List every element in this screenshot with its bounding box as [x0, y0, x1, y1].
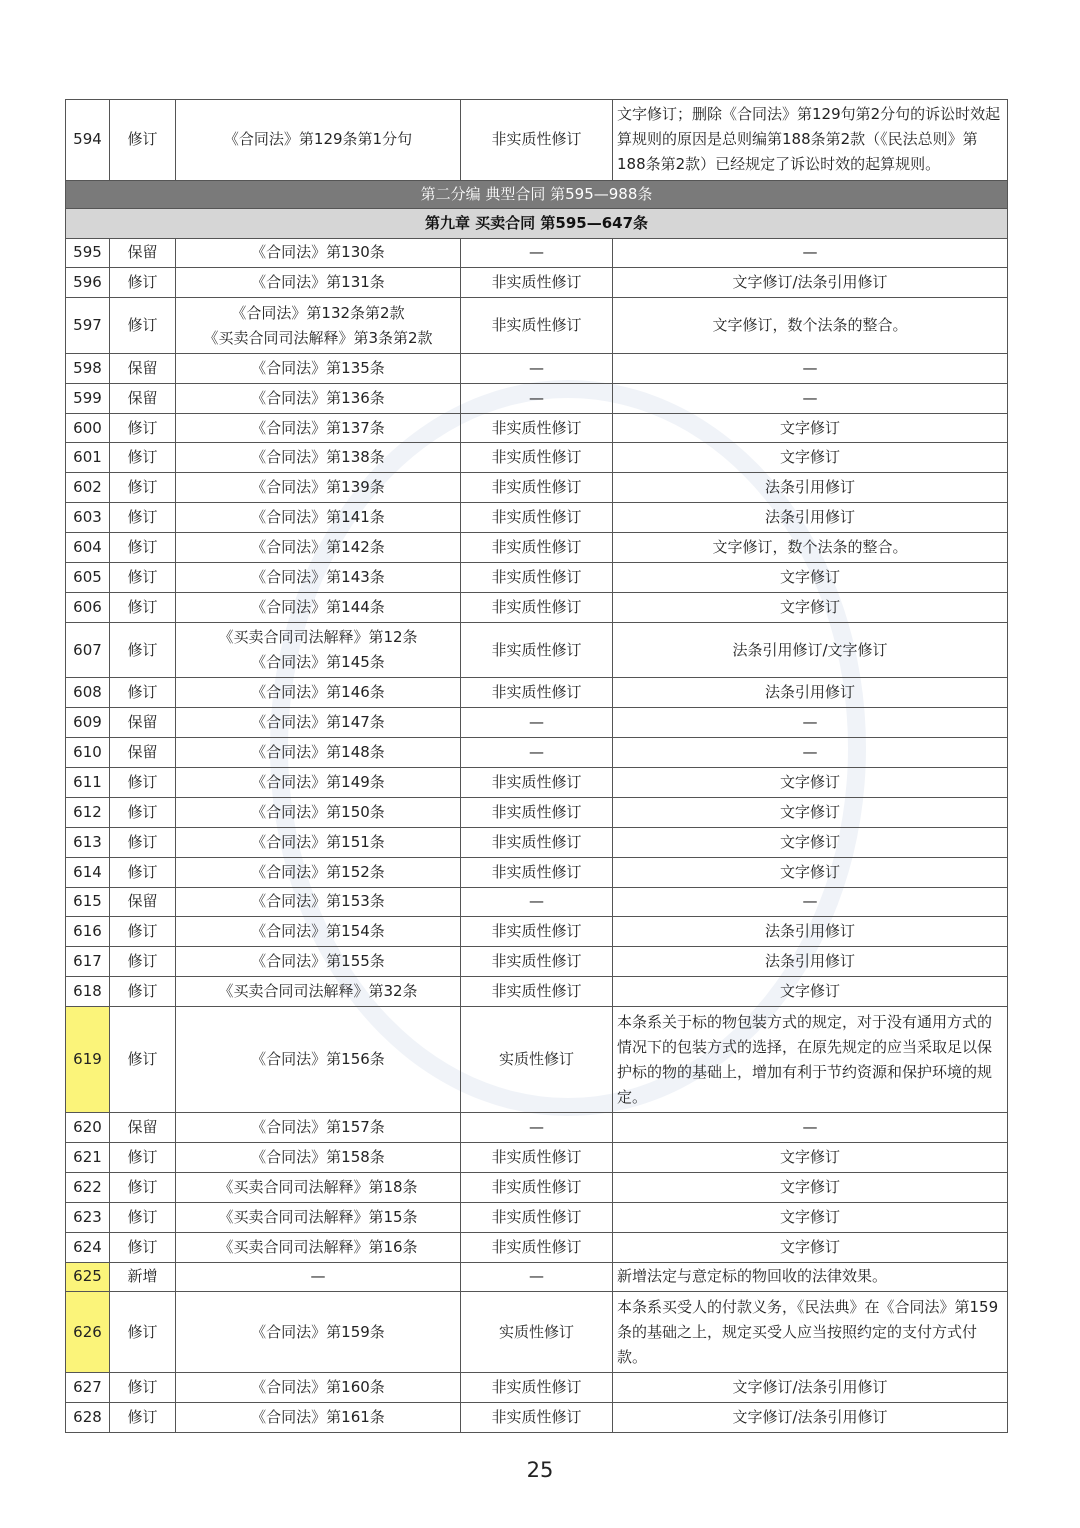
revision-nature: —	[461, 238, 613, 268]
source-provision	[176, 738, 461, 768]
revision-nature: 非实质性修订	[461, 533, 613, 563]
revision-nature: —	[461, 1262, 613, 1292]
table-row	[66, 1142, 1008, 1172]
source-provision	[176, 1292, 461, 1373]
article-number: 610	[66, 738, 110, 768]
table-row	[66, 827, 1008, 857]
change-type: 新增	[110, 1262, 176, 1292]
source-line: 《合同法》第137条	[251, 418, 385, 437]
revision-note: —	[613, 383, 1008, 413]
change-type: 修订	[110, 797, 176, 827]
article-number: 594	[66, 100, 110, 181]
table-row	[66, 1372, 1008, 1402]
revision-nature: 非实质性修订	[461, 797, 613, 827]
source-provision	[176, 1142, 461, 1172]
revision-nature: 非实质性修订	[461, 767, 613, 797]
revision-nature: 非实质性修订	[461, 592, 613, 622]
table-row	[66, 797, 1008, 827]
revision-note: 文字修订	[613, 1172, 1008, 1202]
source-provision	[176, 413, 461, 443]
table-row	[66, 413, 1008, 443]
source-line: 《合同法》第149条	[251, 772, 385, 791]
source-provision: 《合同法》第129条第1分句	[176, 100, 461, 181]
table-row	[66, 917, 1008, 947]
change-type: 保留	[110, 383, 176, 413]
change-type: 修订	[110, 1202, 176, 1232]
change-type: 修订	[110, 767, 176, 797]
table-row	[66, 443, 1008, 473]
table-row	[66, 100, 1008, 181]
change-type: 修订	[110, 473, 176, 503]
revision-note: 文字修订	[613, 563, 1008, 593]
revision-note: 文字修订	[613, 413, 1008, 443]
article-number: 601	[66, 443, 110, 473]
revision-note: 文字修订	[613, 977, 1008, 1007]
change-type: 修订	[110, 622, 176, 678]
revision-note: —	[613, 887, 1008, 917]
source-provision	[176, 1402, 461, 1432]
revision-nature: 非实质性修订	[461, 678, 613, 708]
change-type: 修订	[110, 503, 176, 533]
table-row	[66, 1292, 1008, 1373]
change-type: 保留	[110, 738, 176, 768]
change-type: 修订	[110, 1007, 176, 1113]
table-row	[66, 503, 1008, 533]
table-row	[66, 767, 1008, 797]
article-number: 622	[66, 1172, 110, 1202]
article-number: 613	[66, 827, 110, 857]
source-line: 《买卖合同司法解释》第16条	[218, 1237, 418, 1256]
page-number: 25	[526, 1458, 554, 1482]
table-row	[66, 473, 1008, 503]
article-number: 599	[66, 383, 110, 413]
article-number: 597	[66, 298, 110, 354]
article-number: 609	[66, 708, 110, 738]
revision-note: —	[613, 353, 1008, 383]
source-provision	[176, 622, 461, 678]
source-provision	[176, 592, 461, 622]
source-provision	[176, 1113, 461, 1143]
change-type: 修订	[110, 947, 176, 977]
table-row	[66, 1262, 1008, 1292]
table-row	[66, 268, 1008, 298]
table-row	[66, 887, 1008, 917]
revision-note: 文字修订/法条引用修订	[613, 1372, 1008, 1402]
source-line: 《合同法》第146条	[251, 683, 385, 702]
source-line: 《合同法》第161条	[251, 1407, 385, 1426]
revision-note: —	[613, 708, 1008, 738]
revision-note: 法条引用修订	[613, 678, 1008, 708]
revision-note: 文字修订	[613, 857, 1008, 887]
source-line: 《合同法》第145条	[251, 653, 385, 672]
source-line: 《合同法》第131条	[251, 273, 385, 292]
revision-note: 法条引用修订	[613, 917, 1008, 947]
source-line: 《合同法》第158条	[251, 1147, 385, 1166]
table-row	[66, 1232, 1008, 1262]
source-line: 《合同法》第160条	[251, 1377, 385, 1396]
article-number: 606	[66, 592, 110, 622]
revision-note: 文字修订	[613, 592, 1008, 622]
revision-nature: 非实质性修订	[461, 413, 613, 443]
revision-nature: 非实质性修订	[461, 1372, 613, 1402]
revision-nature: —	[461, 738, 613, 768]
revision-nature: 非实质性修订	[461, 298, 613, 354]
revision-nature: —	[461, 887, 613, 917]
table-row	[66, 1007, 1008, 1113]
table-row	[66, 857, 1008, 887]
change-type: 保留	[110, 708, 176, 738]
revision-nature: —	[461, 353, 613, 383]
revision-nature: 非实质性修订	[461, 827, 613, 857]
revision-note: 法条引用修订	[613, 947, 1008, 977]
change-type: 保留	[110, 238, 176, 268]
change-type: 修订	[110, 1402, 176, 1432]
source-line: 《合同法》第144条	[251, 597, 385, 616]
revision-note: 文字修订/法条引用修订	[613, 1402, 1008, 1432]
source-line: 《合同法》第150条	[251, 802, 385, 821]
source-line: 《买卖合同司法解释》第3条第2款	[203, 328, 433, 347]
article-number: 607	[66, 622, 110, 678]
revision-note: 文字修订	[613, 1142, 1008, 1172]
table-row	[66, 1402, 1008, 1432]
article-number: 617	[66, 947, 110, 977]
revision-nature: 非实质性修订	[461, 622, 613, 678]
article-number: 612	[66, 797, 110, 827]
source-line: 《合同法》第132条第2款	[231, 303, 405, 322]
revision-note: 文字修订，数个法条的整合。	[613, 298, 1008, 354]
change-type: 修订	[110, 298, 176, 354]
revision-nature: 非实质性修订	[461, 503, 613, 533]
article-number: 614	[66, 857, 110, 887]
table-row	[66, 678, 1008, 708]
source-provision	[176, 1172, 461, 1202]
change-type: 修订	[110, 1142, 176, 1172]
change-type: 修订	[110, 827, 176, 857]
table-row	[66, 592, 1008, 622]
table-row	[66, 708, 1008, 738]
change-type: 保留	[110, 1113, 176, 1143]
table-row	[66, 977, 1008, 1007]
article-number: 598	[66, 353, 110, 383]
revision-nature: 非实质性修订	[461, 1202, 613, 1232]
change-type: 修订	[110, 678, 176, 708]
article-number: 595	[66, 238, 110, 268]
source-provision	[176, 443, 461, 473]
table-row	[66, 622, 1008, 678]
change-type: 修订	[110, 1232, 176, 1262]
revision-note: —	[613, 1113, 1008, 1143]
source-provision	[176, 1372, 461, 1402]
article-number: 605	[66, 563, 110, 593]
revision-note: 新增法定与意定标的物回收的法律效果。	[613, 1262, 1008, 1292]
source-line: 《合同法》第156条	[251, 1050, 385, 1069]
article-number: 608	[66, 678, 110, 708]
revision-nature: 非实质性修订	[461, 473, 613, 503]
revision-note: 文字修订	[613, 1202, 1008, 1232]
change-type: 修订	[110, 533, 176, 563]
revision-note: 文字修订	[613, 767, 1008, 797]
revision-nature: 非实质性修订	[461, 947, 613, 977]
revision-nature: 非实质性修订	[461, 268, 613, 298]
revision-nature: —	[461, 383, 613, 413]
table-row	[66, 1202, 1008, 1232]
source-line: 《买卖合同司法解释》第32条	[218, 982, 418, 1001]
source-provision	[176, 563, 461, 593]
article-number: 625	[66, 1262, 110, 1292]
article-number: 623	[66, 1202, 110, 1232]
chapter-header: 第九章 买卖合同 第595—647条	[66, 208, 1008, 238]
change-type: 修订	[110, 100, 176, 181]
source-line: 《合同法》第153条	[251, 892, 385, 911]
revision-nature: 非实质性修订	[461, 977, 613, 1007]
table-row	[66, 1172, 1008, 1202]
source-provision	[176, 383, 461, 413]
revision-note: —	[613, 238, 1008, 268]
revision-nature: 非实质性修订	[461, 1142, 613, 1172]
revision-note: 文字修订	[613, 797, 1008, 827]
source-provision	[176, 238, 461, 268]
table-row	[66, 947, 1008, 977]
revision-note: 法条引用修订/文字修订	[613, 622, 1008, 678]
source-line: 《合同法》第155条	[251, 952, 385, 971]
change-type: 修订	[110, 1292, 176, 1373]
source-line: 《合同法》第142条	[251, 538, 385, 557]
article-number: 604	[66, 533, 110, 563]
change-type: 修订	[110, 1372, 176, 1402]
source-provision	[176, 767, 461, 797]
revision-nature: 实质性修订	[461, 1292, 613, 1373]
article-number: 624	[66, 1232, 110, 1262]
change-type: 修订	[110, 413, 176, 443]
source-provision	[176, 678, 461, 708]
change-type: 保留	[110, 353, 176, 383]
source-provision	[176, 298, 461, 354]
revision-note: 法条引用修订	[613, 473, 1008, 503]
source-line: 《合同法》第136条	[251, 388, 385, 407]
source-line: 《合同法》第141条	[251, 508, 385, 527]
table-row	[66, 238, 1008, 268]
table-row	[66, 533, 1008, 563]
revision-nature: 非实质性修订	[461, 1402, 613, 1432]
article-number: 596	[66, 268, 110, 298]
change-type: 修订	[110, 977, 176, 1007]
part-header-row	[66, 180, 1008, 208]
revision-note: 本条系关于标的物包装方式的规定，对于没有通用方式的情况下的包装方式的选择，在原先规定的应当采取足以保护标的物的基础上，增加有利于节约资源和保护环境的规定。	[613, 1007, 1008, 1113]
revision-nature: —	[461, 708, 613, 738]
source-provision	[176, 533, 461, 563]
chapter-header-row	[66, 208, 1008, 238]
table-row	[66, 1113, 1008, 1143]
article-number: 611	[66, 767, 110, 797]
revision-nature: 非实质性修订	[461, 443, 613, 473]
article-number: 628	[66, 1402, 110, 1432]
revision-note: 文字修订	[613, 443, 1008, 473]
article-number: 620	[66, 1113, 110, 1143]
source-line: 《买卖合同司法解释》第15条	[218, 1207, 418, 1226]
article-number: 621	[66, 1142, 110, 1172]
change-type: 修订	[110, 563, 176, 593]
change-type: 修订	[110, 268, 176, 298]
revision-nature: 非实质性修订	[461, 563, 613, 593]
article-number: 616	[66, 917, 110, 947]
change-type: 修订	[110, 917, 176, 947]
source-provision	[176, 473, 461, 503]
revision-nature: 非实质性修订	[461, 1172, 613, 1202]
table-row	[66, 383, 1008, 413]
revision-note: —	[613, 738, 1008, 768]
source-provision	[176, 268, 461, 298]
change-type: 修订	[110, 592, 176, 622]
revision-note: 文字修订，数个法条的整合。	[613, 533, 1008, 563]
change-type: 保留	[110, 887, 176, 917]
article-number: 618	[66, 977, 110, 1007]
article-number: 603	[66, 503, 110, 533]
change-type: 修订	[110, 857, 176, 887]
source-provision	[176, 857, 461, 887]
revision-nature: —	[461, 1113, 613, 1143]
source-line: 《合同法》第143条	[251, 567, 385, 586]
revision-note: 文字修订	[613, 827, 1008, 857]
revision-nature: 非实质性修订	[461, 857, 613, 887]
revision-note: 文字修订；删除《合同法》第129句第2分句的诉讼时效起算规则的原因是总则编第188条第2款（《民法总则》第188条第2款）已经规定了诉讼时效的起算规则。	[613, 100, 1008, 181]
source-provision	[176, 827, 461, 857]
source-provision	[176, 708, 461, 738]
revision-nature: 非实质性修订	[461, 1232, 613, 1262]
source-provision	[176, 917, 461, 947]
source-provision	[176, 887, 461, 917]
revision-note: 文字修订	[613, 1232, 1008, 1262]
source-provision	[176, 1202, 461, 1232]
source-provision	[176, 977, 461, 1007]
article-number: 615	[66, 887, 110, 917]
source-provision	[176, 1262, 461, 1292]
source-line: 《合同法》第147条	[251, 713, 385, 732]
source-line: 《合同法》第152条	[251, 862, 385, 881]
source-provision	[176, 947, 461, 977]
article-number: 627	[66, 1372, 110, 1402]
revision-note: 法条引用修订	[613, 503, 1008, 533]
source-provision	[176, 1232, 461, 1262]
revision-note: 文字修订/法条引用修订	[613, 268, 1008, 298]
source-line: —	[310, 1267, 326, 1286]
change-type: 修订	[110, 1172, 176, 1202]
table-row	[66, 738, 1008, 768]
revision-nature: 实质性修订	[461, 1007, 613, 1113]
article-number: 619	[66, 1007, 110, 1113]
source-provision	[176, 797, 461, 827]
source-line: 《合同法》第135条	[251, 358, 385, 377]
source-line: 《合同法》第139条	[251, 478, 385, 497]
article-number: 626	[66, 1292, 110, 1373]
source-line: 《合同法》第157条	[251, 1118, 385, 1137]
table-row	[66, 563, 1008, 593]
source-line: 《合同法》第138条	[251, 448, 385, 467]
source-line: 《买卖合同司法解释》第12条	[218, 628, 418, 647]
article-number: 600	[66, 413, 110, 443]
change-type: 修订	[110, 443, 176, 473]
part-header: 第二分编 典型合同 第595—988条	[66, 180, 1008, 208]
source-line: 《合同法》第151条	[251, 832, 385, 851]
revision-nature: 非实质性修订	[461, 917, 613, 947]
table-row	[66, 353, 1008, 383]
table-row	[66, 298, 1008, 354]
source-line: 《买卖合同司法解释》第18条	[218, 1177, 418, 1196]
source-line: 《合同法》第148条	[251, 743, 385, 762]
article-number: 602	[66, 473, 110, 503]
revision-table	[65, 99, 1008, 1433]
source-provision	[176, 1007, 461, 1113]
source-line: 《合同法》第130条	[251, 243, 385, 262]
source-line: 《合同法》第154条	[251, 922, 385, 941]
source-provision	[176, 353, 461, 383]
revision-note: 本条系买受人的付款义务，《民法典》在《合同法》第159条的基础之上，规定买受人应当按照约定的支付方式付款。	[613, 1292, 1008, 1373]
source-provision	[176, 503, 461, 533]
source-line: 《合同法》第159条	[251, 1322, 385, 1341]
revision-nature: 非实质性修订	[461, 100, 613, 181]
